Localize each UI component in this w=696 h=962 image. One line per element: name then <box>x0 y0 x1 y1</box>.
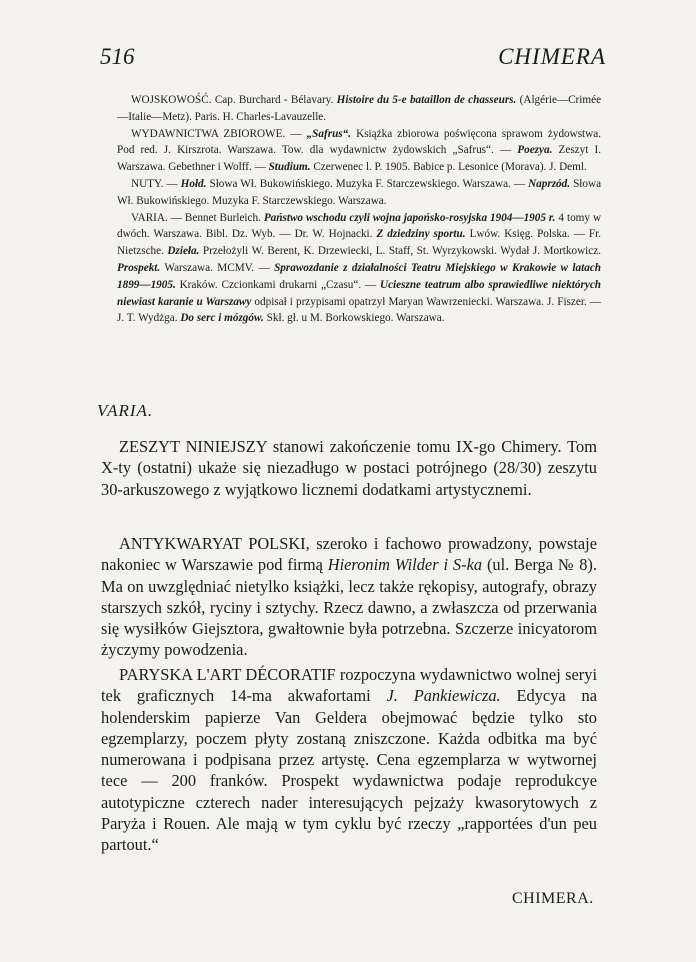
bib-label-varia: VARIA. <box>131 211 168 224</box>
paragraph-zeszyt: ZESZYT NINIEJSZY stanowi zakończenie tomu IX-go Chimery. Tom X-ty (ostatni) ukaże się niezadługo w postaci potrójnego (28/30) zeszytu 30-arkuszowego z wyjątkowo licznemi dodatkami artystycznemi. <box>101 437 597 499</box>
bib-label-nuty: NUTY. <box>131 177 164 190</box>
firm-name: Hieronim Wilder i S-ka <box>327 555 483 575</box>
bibliography-list: WOJSKOWOŚĆ. Cap. Burchard - Bélavary. Histoire du 5-e bataillon de chasseurs. (Algérie—Crimée—Italie—Metz). Paris. H. Charles-Lavauzelle. WYDAWNICTWA ZBIOROWE. — „Safrus“. Książka zbiorowa poświęcona sprawom żydowstwa. Pod red. J. Kirszrota. Warszawa. Tow. dla wydawnictw żydowskich „Safrus“. — Poezya. Zeszyt I. Warszawa. Gebethner i Wolff. — Studium. Czerwenec l. P. 1905. Babice p. Lesonice (Morava). J. Deml. NUTY. — Hołd. Słowa Wł. Bukowińskiego. Muzyka F. Starczewskiego. Warszawa. — Naprzód. Słowa Wł. Bukowińskiego. Muzyka F. Starczewskiego. Warszawa. VARIA. — Bennet Burleich. Państwo wschodu czyli wojna japońsko-rosyjska 1904—1905 r. 4 tomy w dwóch. Warszawa. Bibl. Dz. Wyb. — Dr. W. Hojnacki. Z dziedziny sportu. Lwów. Księg. Polska. — Fr. Nietzsche. Dzieła. Przełożyli W. Berent, K. Drzewiecki, L. Staff, St. Wyrzykowski. Wydał J. Mortkowicz. Prospekt. Warszawa. MCMV. — Sprawozdanie z działalności Teatru Miejskiego w Krakowie w latach 1899—1905. Kraków. Czcionkami drukarni „Czasu“. — Ucieszne teatrum albo sprawiedliwe niektórych niewiast karanie u Warszawy odpisał i przypisami opatrzył Maryan Wawrzeniecki. Warszawa. J. Fiszer. — J. T. Wydżga. Do serc i mózgów. Skł. gł. u M. Borkowskiego. Warszawa. <box>117 94 602 325</box>
page-number: 516 <box>100 44 135 69</box>
signature: CHIMERA. <box>512 890 594 907</box>
section-title: VARIA. <box>97 401 154 420</box>
running-title: CHIMERA <box>498 44 606 69</box>
bib-label-wojskowosc: WOJSKOWOŚĆ. <box>131 94 212 106</box>
page-header <box>100 44 606 74</box>
paragraph-art-decoratif: PARYSKA L'ART DÉCORATIF rozpoczyna wydawnictwo wolnej seryi tek graficznych 14-ma akwafortami J. Pankiewicza. Edycya na holenderskim papierze Van Geldera obejmować będzie tylko sto egzemplarzy, poczem płyty zostaną zniszczone. Każda odbitka ma być numerowana i podpisana przez artystę. Cena egzemplarza w wytwornej tece — 200 franków. Prospekt wydawnictwa podaje reprodukcye autotypiczne czterech nader interesujących pejzaży kwasorytowych z Paryża i Rouen. Ale mają w tym cyklu być rzeczy „rapportées d'un peu partout.“ <box>101 665 597 855</box>
paragraph-antykwaryat: ANTYKWARYAT POLSKI, szeroko i fachowo prowadzony, powstaje nakoniec w Warszawie pod firmą Hieronim Wilder i S-ka (ul. Berga № 8). Ma on uwzględniać nietylko książki, lecz także rękopisy, autografy, obrazy starszych szkół, ryciny i sztychy. Rzecz dawno, a zwłaszcza od przerwania się wysiłków Giejsztora, gwałtownie była potrzebna. Szczerze inicyatorom życzymy powodzenia. <box>101 534 597 660</box>
bib-label-wydawnictwa: WYDAWNICTWA ZBIOROWE. <box>131 127 286 140</box>
artist-name: J. Pankiewicza. <box>386 686 501 706</box>
bib-title: Histoire du 5-e bataillon de chasseurs. <box>336 94 517 106</box>
